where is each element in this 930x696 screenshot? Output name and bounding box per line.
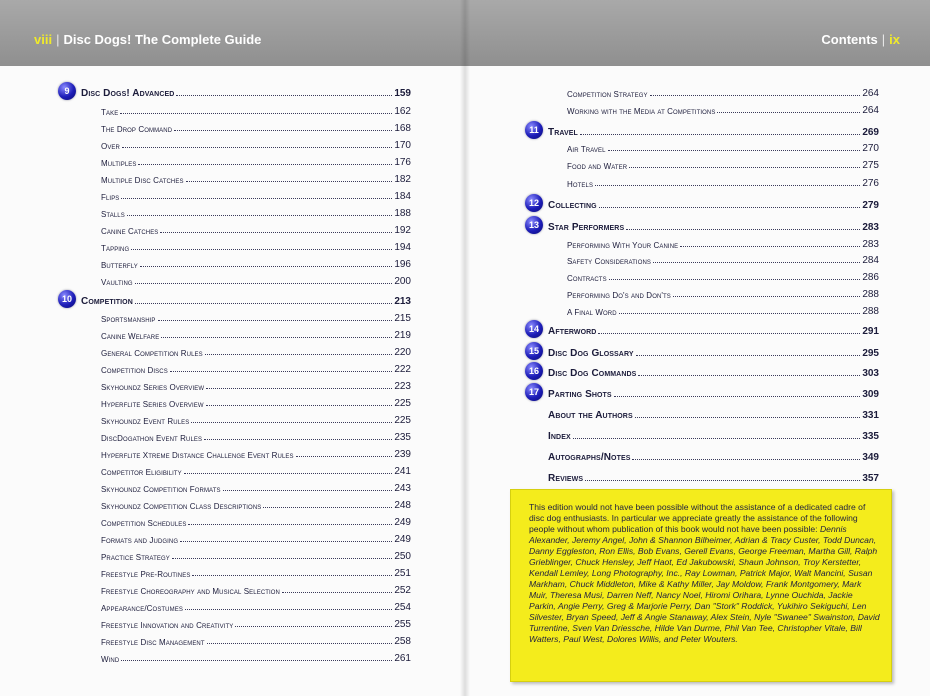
- toc-page-number: 252: [394, 585, 411, 596]
- toc-subentry[interactable]: [567, 283, 879, 300]
- toc-leader-dots: [191, 421, 392, 423]
- toc-page-number: 235: [394, 432, 411, 443]
- toc-leader-dots: [138, 163, 392, 165]
- toc-entry-title: DiscDogathon Event Rules: [101, 434, 203, 443]
- toc-leader-dots: [608, 149, 861, 151]
- toc-page-number: 239: [394, 449, 411, 460]
- toc-leader-dots: [140, 265, 393, 267]
- toc-entry-title: Competition: [81, 296, 133, 307]
- toc-subentry[interactable]: [101, 613, 411, 630]
- toc-entry-title: A Final Word: [567, 308, 617, 317]
- toc-entry-title: Afterword: [548, 326, 597, 337]
- toc-page-number: 241: [394, 466, 411, 477]
- toc-entry-title: Index: [548, 431, 571, 442]
- toc-subentry[interactable]: [101, 341, 411, 358]
- toc-entry-title: Flips: [101, 193, 120, 202]
- toc-leader-dots: [638, 374, 860, 376]
- toc-leader-dots: [204, 438, 392, 440]
- toc-page-number: 283: [862, 239, 879, 250]
- toc-subentry[interactable]: [101, 477, 411, 494]
- toc-leader-dots: [619, 312, 861, 314]
- toc-entry-title: Freestyle Pre-Routines: [101, 570, 191, 579]
- toc-chapter-entry[interactable]: [548, 320, 879, 337]
- toc-leader-dots: [192, 574, 392, 576]
- toc-page-number: 176: [394, 157, 411, 168]
- toc-entry-title: Skyhoundz Competition Formats: [101, 485, 221, 494]
- toc-page-number: 295: [862, 348, 879, 359]
- toc-page-number: 275: [862, 160, 879, 171]
- toc-leader-dots: [184, 472, 393, 474]
- toc-leader-dots: [131, 248, 392, 250]
- toc-leader-dots: [614, 395, 861, 397]
- toc-entry-title: The Drop Command: [101, 125, 173, 134]
- toc-page-number: 184: [394, 191, 411, 202]
- toc-entry-title: Disc Dogs! Advanced: [81, 88, 175, 99]
- toc-entry-title: Disc Dog Commands: [548, 368, 637, 379]
- toc-page-number: 162: [394, 106, 411, 117]
- toc-subentry[interactable]: [101, 494, 411, 511]
- toc-subentry[interactable]: [101, 117, 411, 134]
- toc-subentry[interactable]: [101, 528, 411, 545]
- toc-subentry[interactable]: [101, 545, 411, 562]
- toc-leader-dots: [235, 625, 392, 627]
- contents-title: Contents: [821, 32, 878, 47]
- toc-entry-title: Freestyle Innovation and Creativity: [101, 621, 234, 630]
- toc-leader-dots: [205, 353, 393, 355]
- toc-page-number: 194: [394, 242, 411, 253]
- toc-chapter-entry[interactable]: [548, 404, 879, 421]
- toc-page-number: 291: [862, 326, 879, 337]
- toc-entry-title: Over: [101, 142, 120, 151]
- toc-leader-dots: [263, 506, 392, 508]
- toc-subentry[interactable]: [101, 511, 411, 528]
- toc-page-number: 225: [394, 415, 411, 426]
- toc-entry-title: Competition Schedules: [101, 519, 187, 528]
- toc-entry-title: Safety Considerations: [567, 257, 651, 266]
- toc-page-number: 261: [394, 653, 411, 664]
- toc-chapter-entry[interactable]: [81, 82, 411, 99]
- toc-page-number: 243: [394, 483, 411, 494]
- toc-entry-title: Collecting: [548, 200, 597, 211]
- toc-leader-dots: [580, 133, 860, 135]
- toc-entry-title: Performing Do's and Don'ts: [567, 291, 671, 300]
- toc-entry-title: Hyperflite Xtreme Distance Challenge Event Rules: [101, 451, 294, 460]
- toc-chapter-entry[interactable]: [548, 121, 879, 138]
- toc-page-number: 264: [862, 88, 879, 99]
- left-page-number: viii: [34, 32, 53, 47]
- toc-entry-title: Formats and Judging: [101, 536, 179, 545]
- toc-leader-dots: [186, 180, 393, 182]
- toc-page-number: 264: [862, 105, 879, 116]
- toc-page-number: 357: [862, 473, 879, 484]
- toc-page-number: 331: [862, 410, 879, 421]
- toc-leader-dots: [599, 206, 861, 208]
- toc-page-number: 309: [862, 389, 879, 400]
- toc-subentry[interactable]: [101, 100, 411, 117]
- toc-page-number: 248: [394, 500, 411, 511]
- left-page-header: [0, 0, 466, 66]
- acknowledgment-box: [510, 489, 892, 682]
- toc-leader-dots: [717, 111, 860, 113]
- toc-leader-dots: [653, 261, 860, 263]
- toc-entry-title: Star Performers: [548, 222, 625, 233]
- toc-leader-dots: [636, 354, 861, 356]
- toc-leader-dots: [121, 659, 392, 661]
- toc-entry-title: Hotels: [567, 180, 594, 189]
- toc-chapter-entry[interactable]: [548, 446, 879, 463]
- toc-subentry[interactable]: [101, 409, 411, 426]
- chapter-number-badge: 17: [525, 383, 543, 401]
- toc-subentry[interactable]: [101, 392, 411, 409]
- toc-subentry[interactable]: [101, 270, 411, 287]
- book-title: Disc Dogs! The Complete Guide: [63, 32, 262, 47]
- toc-subentry[interactable]: [567, 82, 879, 99]
- toc-page-number: 200: [394, 276, 411, 287]
- toc-entry-title: Practice Strategy: [101, 553, 170, 562]
- toc-leader-dots: [680, 245, 860, 247]
- toc-subentry[interactable]: [101, 579, 411, 596]
- toc-subentry[interactable]: [101, 236, 411, 253]
- toc-entry-title: Competition Discs: [101, 366, 168, 375]
- chapter-number-badge: 14: [525, 320, 543, 338]
- toc-page-number: 249: [394, 517, 411, 528]
- toc-subentry[interactable]: [101, 168, 411, 185]
- toc-leader-dots: [160, 231, 392, 233]
- toc-entry-title: Reviews: [548, 473, 584, 484]
- toc-entry-title: Wind: [101, 655, 120, 664]
- chapter-number-badge: 12: [525, 194, 543, 212]
- toc-subentry[interactable]: [101, 358, 411, 375]
- toc-leader-dots: [573, 437, 861, 439]
- toc-entry-title: About the Authors: [548, 410, 633, 421]
- toc-page-number: 279: [862, 200, 879, 211]
- toc-chapter-entry[interactable]: [548, 194, 879, 211]
- toc-subentry[interactable]: [101, 324, 411, 341]
- toc-entry-title: Skyhoundz Event Rules: [101, 417, 190, 426]
- toc-subentry[interactable]: [567, 233, 879, 250]
- toc-page-number: 276: [862, 178, 879, 189]
- toc-subentry[interactable]: [101, 562, 411, 579]
- chapter-number-badge: 11: [525, 121, 543, 139]
- toc-page-number: 188: [394, 208, 411, 219]
- chapter-number-badge: 13: [525, 216, 543, 234]
- toc-entry-title: Multiples: [101, 159, 137, 168]
- toc-page-number: 223: [394, 381, 411, 392]
- toc-leader-dots: [635, 416, 861, 418]
- toc-subentry[interactable]: [101, 630, 411, 647]
- toc-subentry[interactable]: [101, 460, 411, 477]
- toc-entry-title: Vaulting: [101, 278, 133, 287]
- toc-entry-title: Skyhoundz Series Overview: [101, 383, 205, 392]
- toc-page-number: 288: [862, 306, 879, 317]
- toc-entry-title: General Competition Rules: [101, 349, 203, 358]
- toc-subentry[interactable]: [101, 151, 411, 168]
- toc-page-number: 222: [394, 364, 411, 375]
- toc-page-number: 170: [394, 140, 411, 151]
- toc-page-number: 270: [862, 143, 879, 154]
- toc-page-number: 225: [394, 398, 411, 409]
- toc-leader-dots: [174, 129, 392, 131]
- toc-subentry[interactable]: [567, 300, 879, 317]
- book-gutter: [460, 0, 470, 696]
- toc-leader-dots: [135, 282, 393, 284]
- right-header-text: Contents | ix: [821, 32, 900, 47]
- toc-page-number: 303: [862, 368, 879, 379]
- toc-entry-title: Hyperflite Series Overview: [101, 400, 204, 409]
- toc-page-number: 288: [862, 289, 879, 300]
- toc-subentry[interactable]: [567, 137, 879, 154]
- toc-subentry[interactable]: [101, 375, 411, 392]
- toc-subentry[interactable]: [567, 154, 879, 171]
- toc-leader-dots: [673, 295, 860, 297]
- toc-chapter-entry[interactable]: [548, 342, 879, 359]
- toc-subentry[interactable]: [101, 253, 411, 270]
- toc-leader-dots: [180, 540, 392, 542]
- toc-page-number: 269: [862, 127, 879, 138]
- toc-page-number: 196: [394, 259, 411, 270]
- toc-leader-dots: [135, 302, 392, 304]
- toc-leader-dots: [122, 146, 392, 148]
- toc-entry-title: Canine Catches: [101, 227, 159, 236]
- toc-page-number: 215: [394, 313, 411, 324]
- toc-leader-dots: [609, 278, 861, 280]
- right-page: [466, 0, 930, 696]
- toc-leader-dots: [170, 370, 392, 372]
- toc-subentry[interactable]: [101, 307, 411, 324]
- toc-leader-dots: [158, 319, 393, 321]
- right-page-header: [466, 0, 930, 66]
- toc-leader-dots: [127, 214, 392, 216]
- toc-leader-dots: [223, 489, 393, 491]
- toc-leader-dots: [206, 387, 392, 389]
- toc-entry-title: Travel: [548, 127, 578, 138]
- toc-page-number: 349: [862, 452, 879, 463]
- toc-subentry[interactable]: [101, 426, 411, 443]
- toc-entry-title: Take: [101, 108, 119, 117]
- toc-chapter-entry[interactable]: [548, 216, 879, 233]
- toc-leader-dots: [296, 455, 393, 457]
- toc-entry-title: Parting Shots: [548, 389, 612, 400]
- toc-entry-title: Food and Water: [567, 162, 628, 171]
- toc-page-number: 192: [394, 225, 411, 236]
- toc-page-number: 284: [862, 255, 879, 266]
- toc-entry-title: Working with the Media at Competitions: [567, 107, 716, 116]
- toc-entry-title: Skyhoundz Competition Class Descriptions: [101, 502, 262, 511]
- right-page-number: ix: [889, 32, 900, 47]
- toc-chapter-entry[interactable]: [81, 290, 411, 307]
- toc-subentry[interactable]: [101, 596, 411, 613]
- toc-subentry[interactable]: [101, 134, 411, 151]
- toc-leader-dots: [120, 112, 392, 114]
- toc-entry-title: Competition Strategy: [567, 90, 648, 99]
- toc-leader-dots: [207, 642, 393, 644]
- toc-page-number: 213: [394, 296, 411, 307]
- toc-entry-title: Contracts: [567, 274, 607, 283]
- toc-subentry[interactable]: [567, 99, 879, 116]
- chapter-number-badge: 16: [525, 362, 543, 380]
- toc-entry-title: Multiple Disc Catches: [101, 176, 184, 185]
- toc-leader-dots: [650, 94, 861, 96]
- toc-page-number: 220: [394, 347, 411, 358]
- toc-leader-dots: [206, 404, 393, 406]
- toc-subentry[interactable]: [101, 202, 411, 219]
- toc-leader-dots: [176, 94, 392, 96]
- toc-entry-title: Butterfly: [101, 261, 138, 270]
- toc-entry-title: Performing With Your Canine: [567, 241, 679, 250]
- toc-entry-title: Canine Welfare: [101, 332, 160, 341]
- toc-chapter-entry[interactable]: [548, 467, 879, 484]
- toc-leader-dots: [161, 336, 392, 338]
- toc-page-number: 182: [394, 174, 411, 185]
- toc-chapter-entry[interactable]: [548, 362, 879, 379]
- toc-page-number: 255: [394, 619, 411, 630]
- toc-leader-dots: [172, 557, 392, 559]
- left-header-text: viii | Disc Dogs! The Complete Guide: [34, 32, 262, 47]
- toc-entry-title: Tapping: [101, 244, 130, 253]
- toc-entry-title: Disc Dog Glossary: [548, 348, 634, 359]
- toc-page-number: 159: [394, 88, 411, 99]
- toc-page-number: 335: [862, 431, 879, 442]
- toc-page-number: 168: [394, 123, 411, 134]
- toc-page-number: 254: [394, 602, 411, 613]
- toc-page-number: 251: [394, 568, 411, 579]
- toc-chapter-entry[interactable]: [548, 425, 879, 442]
- toc-entry-title: Air Travel: [567, 145, 606, 154]
- toc-leader-dots: [585, 479, 860, 481]
- toc-subentry[interactable]: [101, 647, 411, 664]
- chapter-number-badge: 15: [525, 342, 543, 360]
- chapter-number-badge: 9: [58, 82, 76, 100]
- toc-entry-title: Freestyle Choreography and Musical Selection: [101, 587, 280, 596]
- toc-page-number: 219: [394, 330, 411, 341]
- toc-entry-title: Freestyle Disc Management: [101, 638, 205, 647]
- toc-chapter-entry[interactable]: [548, 383, 879, 400]
- toc-page-number: 250: [394, 551, 411, 562]
- toc-page-number: 249: [394, 534, 411, 545]
- toc-entry-title: Autographs/Notes: [548, 452, 631, 463]
- toc-subentry[interactable]: [567, 172, 879, 189]
- toc-subentry[interactable]: [101, 443, 411, 460]
- toc-page-number: 286: [862, 272, 879, 283]
- toc-subentry[interactable]: [567, 249, 879, 266]
- toc-leader-dots: [629, 166, 860, 168]
- toc-subentry[interactable]: [101, 185, 411, 202]
- toc-entry-title: Appearance/Costumes: [101, 604, 183, 613]
- toc-entry-title: Sportsmanship: [101, 315, 156, 324]
- toc-entry-title: Competitor Eligibility: [101, 468, 182, 477]
- toc-leader-dots: [598, 332, 860, 334]
- toc-page-number: 258: [394, 636, 411, 647]
- acknowledgment-names: Dennis Alexander, Jeremy Angel, John & Shannon Bilheimer, Adrian & Tracy Custer, Todd Duncan, Danny Eggleston, Ron Ellis, Bob Evans, Gerell Evans, George Freeman, Martha Gill, Ralph Grieblinger, Chuck Hensley, Jeff Haot, Ed Jakubowski, Shaun Johnson, Troy Kerstetter, Kendall Lemley, Long Photography, Inc., Ray Lowman, Patrick Major, Walt Mancini, Susan Markham, Chuck Middleton, Mike & Kathy Miller, Jay Moldow, Frank Montgomery, Mark Muir, Theresa Musi, Darren Neff, Nancy Noel, Hiromi Orihara, Lynne Ouchida, Jackie Parkin, Angie Perry, Greg & Marjorie Perry, Dan "Stork" Roddick, Yukihiro Sekiguchi, Len Silvester, Bryan Speed, Jeff & Angie Stanaway, Alex Stein, Nyle "Swanee" Swainston, David Turrentine, Sven Van Driessche, Hilde Van Durme, Phil Van Tee, Christopher Vitale, Bill Watters, Paul West, Dolores Willis, and Peter Wouters.: [529, 524, 880, 644]
- toc-leader-dots: [282, 591, 392, 593]
- toc-leader-dots: [632, 458, 860, 460]
- toc-entry-title: Stalls: [101, 210, 125, 219]
- toc-leader-dots: [188, 523, 392, 525]
- toc-subentry[interactable]: [101, 219, 411, 236]
- toc-subentry[interactable]: [567, 266, 879, 283]
- toc-leader-dots: [595, 184, 860, 186]
- acknowledgment-intro: This edition would not have been possible without the assistance of a dedicated cadre of disc dog enthusiasts. In particular we appreciate greatly the assistance of the following people without whom publication of this book would not have been possible:: [529, 502, 866, 534]
- toc-leader-dots: [121, 197, 392, 199]
- chapter-number-badge: 10: [58, 290, 76, 308]
- toc-leader-dots: [185, 608, 392, 610]
- toc-leader-dots: [626, 228, 860, 230]
- toc-page-number: 283: [862, 222, 879, 233]
